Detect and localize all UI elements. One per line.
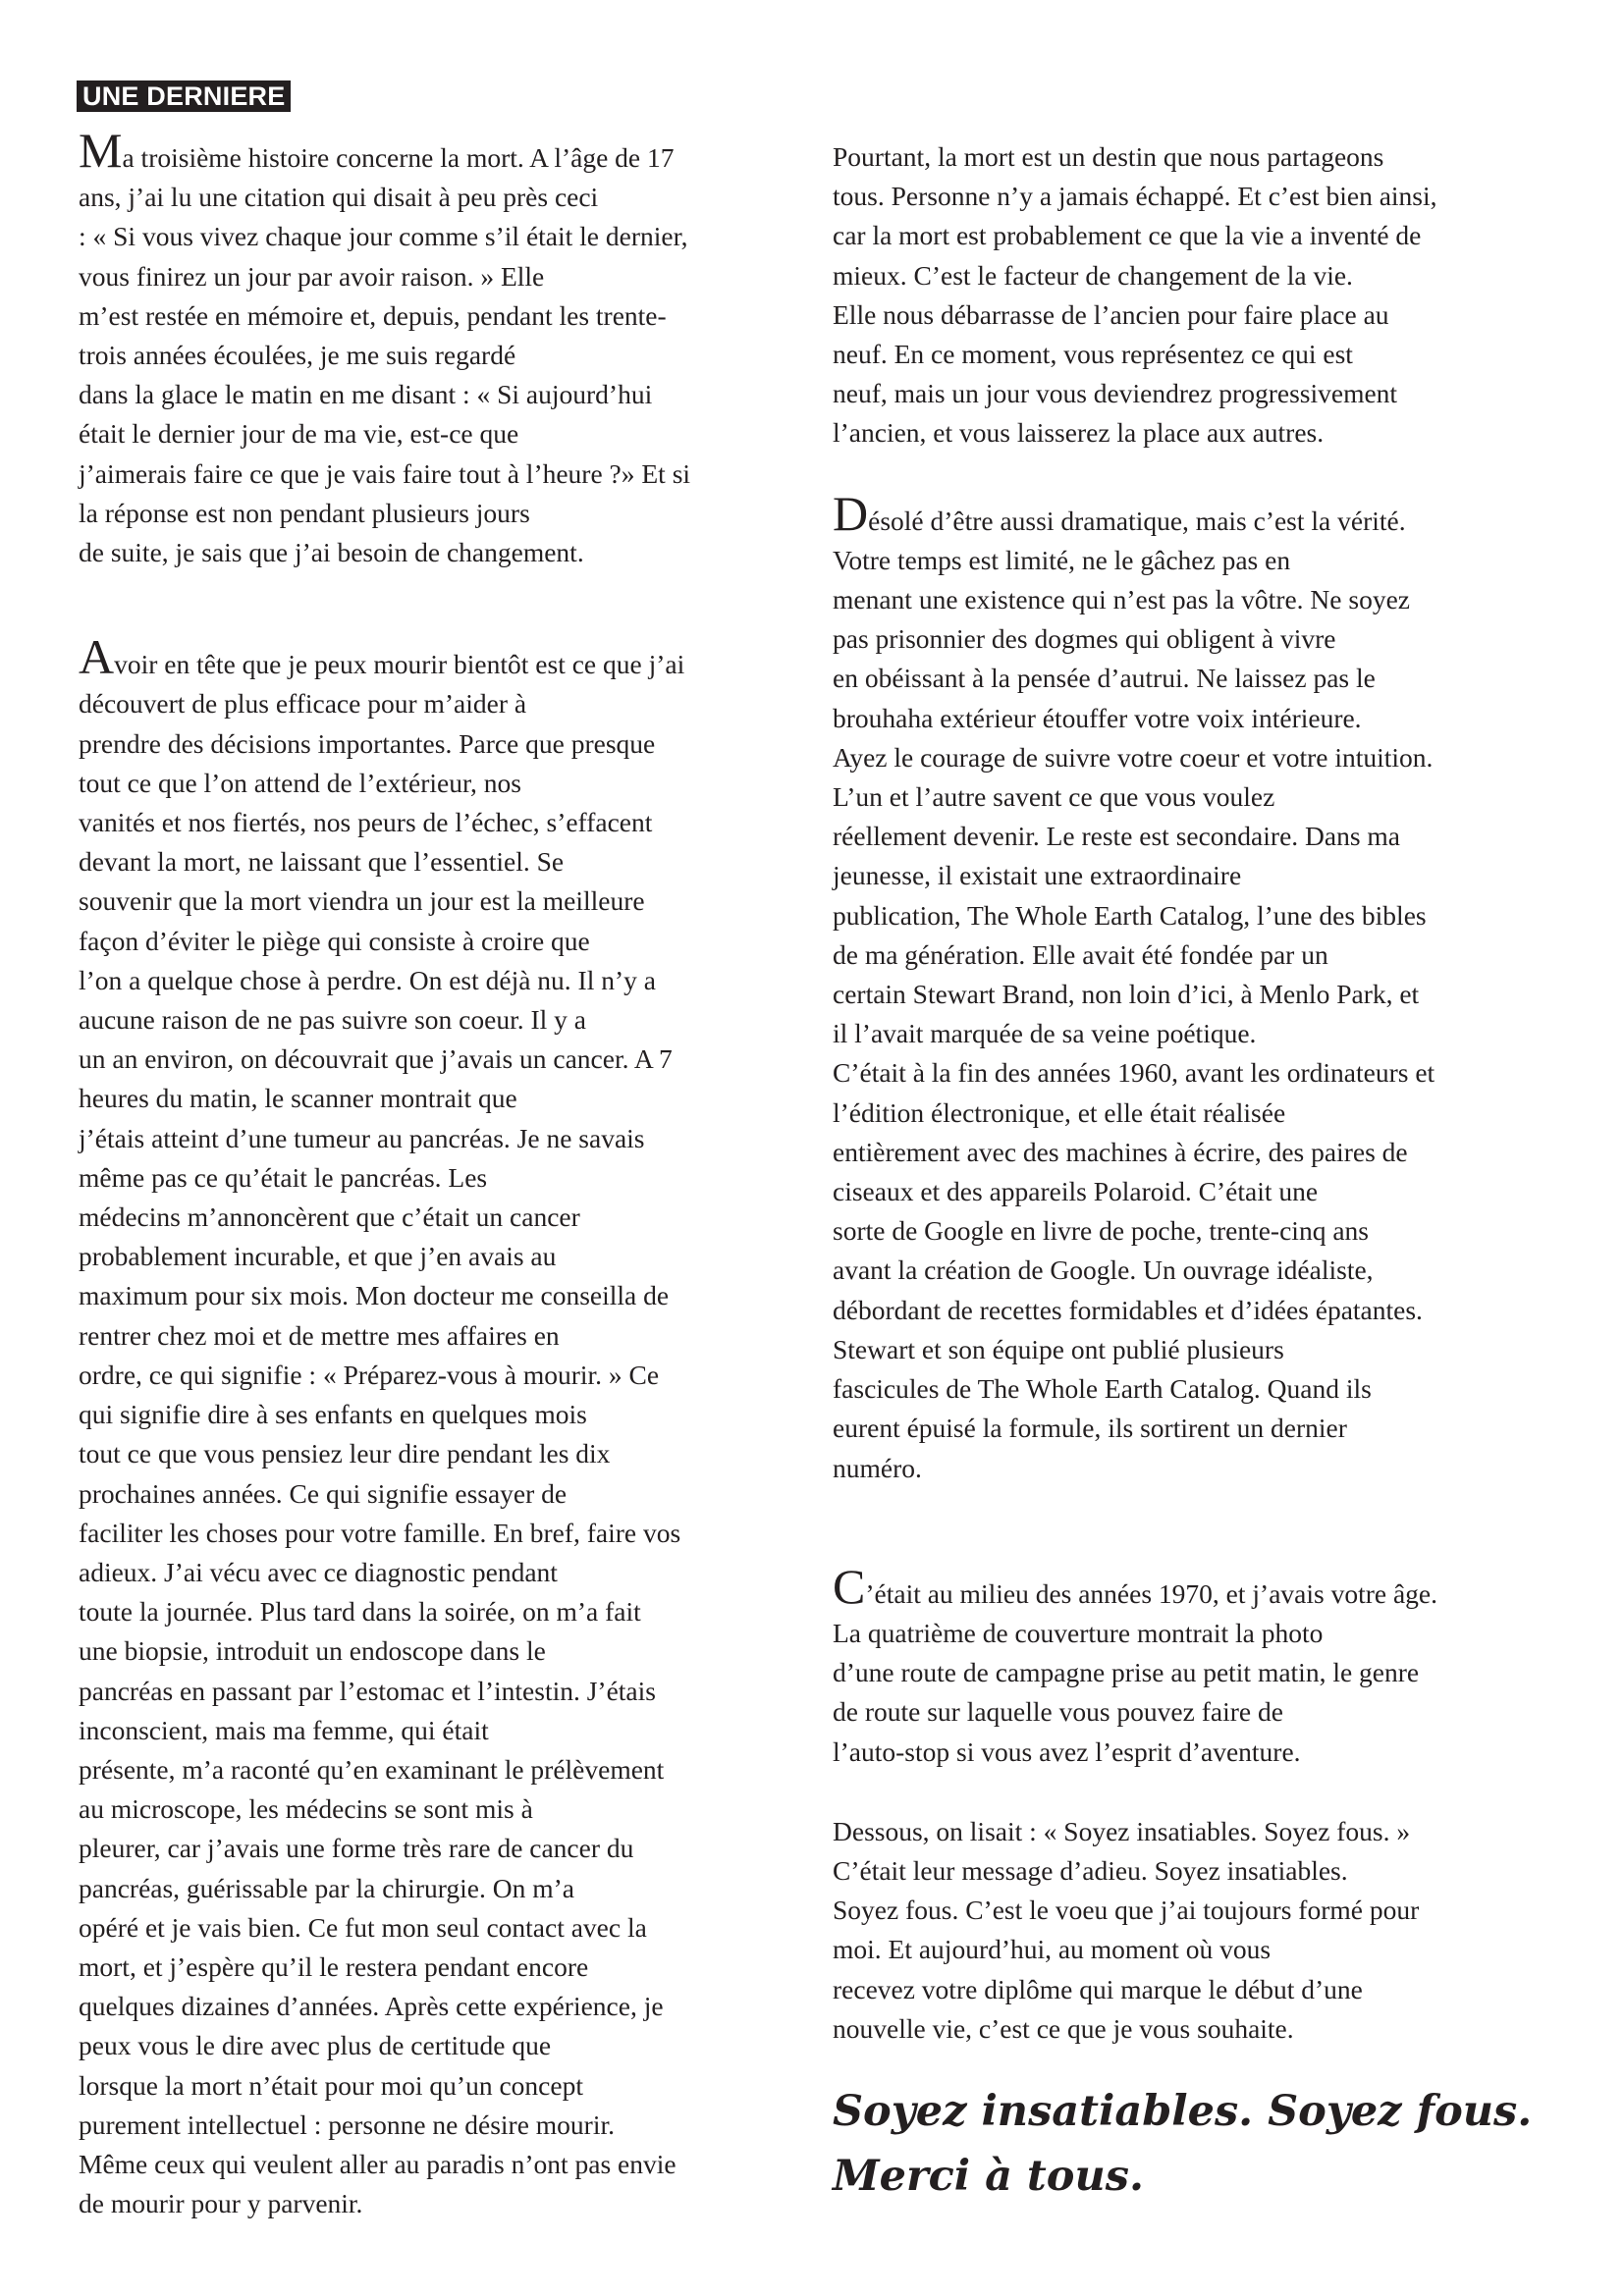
text-line bbox=[79, 684, 825, 723]
line-text: découvert de plus efficace pour m’aider à bbox=[79, 688, 527, 720]
line-text: car la mort est probablement ce que la vie a inventé de bbox=[833, 220, 1422, 251]
line-text: Votre temps est limité, ne le gâchez pas en bbox=[833, 544, 1291, 575]
text-line bbox=[79, 1119, 825, 1158]
paragraph bbox=[833, 1812, 1579, 2049]
text-line bbox=[833, 738, 1579, 777]
text-line bbox=[833, 1449, 1579, 1488]
line-text: en obéissant à la pensée d’autrui. Ne laissez pas le bbox=[833, 663, 1376, 694]
text-line bbox=[79, 1948, 825, 1987]
text-line bbox=[79, 2106, 825, 2145]
text-line bbox=[833, 777, 1579, 817]
line-text: Pourtant, la mort est un destin que nous partageons bbox=[833, 141, 1384, 172]
text-line bbox=[833, 935, 1579, 975]
paragraph-spacer bbox=[833, 1772, 1579, 1812]
line-text: réellement devenir. Le reste est secondaire. Dans ma bbox=[833, 821, 1401, 852]
paragraph bbox=[79, 123, 825, 572]
line-text: ’était au milieu des années 1970, et j’avais votre âge. bbox=[865, 1577, 1437, 1609]
line-text: au microscope, les médecins se sont mis à bbox=[79, 1793, 533, 1825]
text-line bbox=[79, 375, 825, 414]
closing-message bbox=[833, 2079, 1532, 2209]
line-text: pancréas, guérissable par la chirurgie. On m’a bbox=[79, 1872, 574, 1903]
text-line bbox=[833, 817, 1579, 856]
text-line bbox=[833, 856, 1579, 895]
text-line bbox=[79, 2145, 825, 2184]
text-line bbox=[79, 1158, 825, 1198]
line-text: quelques dizaines d’années. Après cette expérience, je bbox=[79, 1991, 664, 2022]
text-line bbox=[833, 1930, 1579, 1969]
line-text: probablement incurable, et que j’en avais au bbox=[79, 1241, 557, 1272]
line-text: mort, et j’espère qu’il le restera pendant encore bbox=[79, 1950, 589, 1982]
line-text: dans la glace le matin en me disant : « Si aujourd’hui bbox=[79, 379, 653, 410]
line-text: neuf. En ce moment, vous représentez ce qui est bbox=[833, 339, 1353, 370]
text-line bbox=[833, 1172, 1579, 1211]
line-text: heures du matin, le scanner montrait que bbox=[79, 1083, 517, 1114]
line-text: présente, m’a raconté qu’en examinant le prélèvement bbox=[79, 1753, 665, 1785]
line-text: souvenir que la mort viendra un jour est la meilleure bbox=[79, 885, 645, 917]
line-text: débordant de recettes formidables et d’idées épatantes. bbox=[833, 1294, 1423, 1325]
line-text: de route sur laquelle vous pouvez faire de bbox=[833, 1696, 1283, 1728]
text-line bbox=[79, 1553, 825, 1592]
paragraph bbox=[833, 485, 1579, 1488]
line-text: façon d’éviter le piège qui consiste à croire que bbox=[79, 925, 590, 956]
text-line bbox=[79, 1237, 825, 1276]
text-line bbox=[79, 1040, 825, 1079]
text-line bbox=[833, 1851, 1579, 1891]
text-line bbox=[833, 541, 1579, 580]
line-text: certain Stewart Brand, non loin d’ici, à Menlo Park, et bbox=[833, 979, 1420, 1010]
line-text: l’ancien, et vous laisserez la place aux autres. bbox=[833, 417, 1325, 449]
line-text: d’une route de campagne prise au petit matin, le genre bbox=[833, 1657, 1420, 1688]
line-text: Dessous, on lisait : « Soyez insatiables. Soyez fous. » bbox=[833, 1815, 1411, 1846]
line-text: fascicules de The Whole Earth Catalog. Quand ils bbox=[833, 1373, 1372, 1405]
text-line bbox=[79, 881, 825, 921]
drop-cap: C bbox=[833, 1558, 866, 1614]
drop-cap: D bbox=[833, 485, 869, 541]
line-text: la réponse est non pendant plusieurs jours bbox=[79, 497, 530, 528]
text-line bbox=[79, 1750, 825, 1789]
line-text: j’étais atteint d’une tumeur au pancréas. Je ne savais bbox=[79, 1122, 645, 1153]
line-text: pancréas en passant par l’estomac et l’intestin. J’étais bbox=[79, 1675, 656, 1706]
right-column bbox=[833, 137, 1579, 2049]
drop-cap: A bbox=[79, 629, 115, 685]
line-text: publication, The Whole Earth Catalog, l’une des bibles bbox=[833, 899, 1427, 931]
text-line bbox=[833, 256, 1579, 295]
line-text: ciseaux et des appareils Polaroid. C’était une bbox=[833, 1176, 1319, 1207]
line-text: peux vous le dire avec plus de certitude que bbox=[79, 2030, 552, 2061]
line-text: une biopsie, introduit un endoscope dans le bbox=[79, 1635, 546, 1667]
text-line bbox=[833, 295, 1579, 335]
text-line bbox=[833, 1614, 1579, 1653]
section-label: UNE DERNIERE bbox=[77, 80, 291, 112]
text-line bbox=[79, 336, 825, 375]
line-text: numéro. bbox=[833, 1452, 922, 1483]
paragraph bbox=[833, 137, 1579, 454]
paragraph-spacer bbox=[79, 572, 825, 637]
line-text: j’aimerais faire ce que je vais faire tout à l’heure ?» Et si bbox=[79, 457, 691, 489]
text-line bbox=[833, 485, 1579, 541]
text-line bbox=[79, 1316, 825, 1356]
text-line bbox=[79, 1869, 825, 1908]
line-text: ésolé d’être aussi dramatique, mais c’est la vérité. bbox=[868, 505, 1406, 536]
text-line bbox=[833, 1891, 1579, 1930]
line-text: l’édition électronique, et elle était réalisée bbox=[833, 1096, 1286, 1128]
text-line bbox=[833, 896, 1579, 935]
line-text: C’était à la fin des années 1960, avant les ordinateurs et bbox=[833, 1057, 1435, 1089]
line-text: même pas ce qu’était le pancréas. Les bbox=[79, 1161, 488, 1193]
line-text: menant une existence qui n’est pas la vôtre. Ne soyez bbox=[833, 584, 1410, 615]
line-text: ordre, ce qui signifie : « Préparez-vous à mourir. » Ce bbox=[79, 1359, 660, 1390]
text-line bbox=[79, 178, 825, 217]
text-line bbox=[833, 374, 1579, 413]
text-line bbox=[833, 1094, 1579, 1133]
text-line bbox=[833, 1251, 1579, 1290]
line-text: nouvelle vie, c’est ce que je vous souhaite. bbox=[833, 2012, 1294, 2044]
line-text: un an environ, on découvrait que j’avais un cancer. A 7 bbox=[79, 1043, 673, 1075]
closing-line: Soyez insatiables. Soyez fous. bbox=[833, 2087, 1533, 2136]
text-line bbox=[79, 1276, 825, 1315]
text-line bbox=[79, 454, 825, 494]
line-text: l’on a quelque chose à perdre. On est déjà nu. Il n’y a bbox=[79, 964, 656, 995]
text-line bbox=[833, 177, 1579, 216]
line-text: brouhaha extérieur étouffer votre voix intérieure. bbox=[833, 702, 1362, 733]
line-text: pleurer, car j’avais une forme très rare de cancer du bbox=[79, 1833, 634, 1864]
line-text: Même ceux qui veulent aller au paradis n’ont pas envie bbox=[79, 2148, 677, 2179]
text-line bbox=[79, 494, 825, 533]
line-text: aucune raison de ne pas suivre son coeur. Il y a bbox=[79, 1004, 586, 1036]
text-line bbox=[79, 961, 825, 1000]
text-line bbox=[79, 1356, 825, 1395]
text-line bbox=[79, 533, 825, 572]
text-line bbox=[833, 1369, 1579, 1409]
text-line bbox=[79, 922, 825, 961]
line-text: devant la mort, ne laissant que l’essentiel. Se bbox=[79, 846, 565, 878]
line-text: neuf, mais un jour vous deviendrez progressivement bbox=[833, 378, 1398, 409]
paragraph-spacer bbox=[833, 1488, 1579, 1567]
line-text: médecins m’annoncèrent que c’était un cancer bbox=[79, 1201, 580, 1233]
line-text: qui signifie dire à ses enfants en quelques mois bbox=[79, 1399, 587, 1430]
text-line bbox=[833, 413, 1579, 453]
text-line bbox=[833, 1692, 1579, 1732]
line-text: a troisième histoire concerne la mort. A l’âge de 17 bbox=[122, 142, 675, 173]
text-line bbox=[79, 842, 825, 881]
text-line bbox=[833, 137, 1579, 177]
text-line bbox=[833, 1133, 1579, 1172]
text-line bbox=[79, 1711, 825, 1750]
text-line bbox=[79, 1079, 825, 1118]
text-line bbox=[833, 2009, 1579, 2049]
line-text: de ma génération. Elle avait été fondée par un bbox=[833, 938, 1328, 970]
line-text: mieux. C’est le facteur de changement de la vie. bbox=[833, 259, 1353, 291]
line-text: L’un et l’autre savent ce que vous voulez bbox=[833, 781, 1275, 813]
left-column bbox=[79, 123, 825, 2223]
text-line bbox=[79, 1987, 825, 2026]
text-line bbox=[79, 724, 825, 764]
text-line bbox=[79, 1592, 825, 1631]
text-line bbox=[79, 1198, 825, 1237]
line-text: toute la journée. Plus tard dans la soirée, on m’a fait bbox=[79, 1596, 641, 1628]
text-line bbox=[79, 2184, 825, 2223]
line-text: il l’avait marquée de sa veine poétique. bbox=[833, 1018, 1257, 1049]
paragraph bbox=[833, 1558, 1579, 1772]
line-text: Ayez le courage de suivre votre coeur et votre intuition. bbox=[833, 741, 1434, 773]
closing-line: Merci à tous. bbox=[833, 2152, 1144, 2201]
text-line bbox=[79, 1395, 825, 1434]
line-text: recevez votre diplôme qui marque le début d’une bbox=[833, 1973, 1363, 2004]
text-line bbox=[79, 1672, 825, 1711]
text-line bbox=[79, 296, 825, 336]
line-text: : « Si vous vivez chaque jour comme s’il était le dernier, bbox=[79, 221, 688, 252]
line-text: de mourir pour y parvenir. bbox=[79, 2188, 363, 2219]
text-line bbox=[833, 1409, 1579, 1448]
text-line bbox=[79, 217, 825, 256]
paragraph-spacer bbox=[833, 454, 1579, 494]
text-line bbox=[79, 1474, 825, 1514]
text-line bbox=[79, 1631, 825, 1671]
line-text: inconscient, mais ma femme, qui était bbox=[79, 1714, 489, 1745]
text-line bbox=[833, 619, 1579, 659]
line-text: pas prisonnier des dogmes qui obligent à vivre bbox=[833, 623, 1336, 655]
text-line bbox=[79, 1434, 825, 1473]
text-line bbox=[79, 1000, 825, 1040]
line-text: ans, j’ai lu une citation qui disait à peu près ceci bbox=[79, 182, 599, 213]
text-line bbox=[833, 1053, 1579, 1093]
text-line bbox=[79, 1514, 825, 1553]
line-text: purement intellectuel : personne ne désire mourir. bbox=[79, 2109, 615, 2140]
text-line bbox=[833, 659, 1579, 698]
line-text: m’est restée en mémoire et, depuis, pendant les trente- bbox=[79, 299, 667, 331]
text-line bbox=[833, 1211, 1579, 1251]
line-text: lorsque la mort n’était pour moi qu’un concept bbox=[79, 2069, 583, 2101]
text-line bbox=[833, 1812, 1579, 1851]
text-line bbox=[833, 1330, 1579, 1369]
text-line bbox=[79, 414, 825, 454]
line-text: était le dernier jour de ma vie, est-ce que bbox=[79, 418, 519, 450]
text-line bbox=[833, 975, 1579, 1014]
line-text: l’auto-stop si vous avez l’esprit d’aventure. bbox=[833, 1735, 1301, 1767]
line-text: faciliter les choses pour votre famille. En bref, faire vos bbox=[79, 1517, 681, 1548]
text-line bbox=[833, 216, 1579, 255]
text-line bbox=[833, 1653, 1579, 1692]
line-text: tout ce que vous pensiez leur dire pendant les dix bbox=[79, 1438, 611, 1469]
line-text: voir en tête que je peux mourir bientôt est ce que j’ai bbox=[114, 649, 685, 680]
line-text: adieux. J’ai vécu avec ce diagnostic pendant bbox=[79, 1556, 558, 1587]
paragraph bbox=[79, 629, 825, 2223]
text-line bbox=[833, 1558, 1579, 1614]
text-line bbox=[79, 1829, 825, 1868]
text-line bbox=[79, 2066, 825, 2106]
line-text: opéré et je vais bien. Ce fut mon seul contact avec la bbox=[79, 1911, 647, 1943]
line-text: prendre des décisions importantes. Parce que presque bbox=[79, 727, 656, 759]
text-line bbox=[79, 2026, 825, 2065]
text-line bbox=[79, 1908, 825, 1948]
line-text: prochaines années. Ce qui signifie essayer de bbox=[79, 1477, 568, 1509]
line-text: Elle nous débarrasse de l’ancien pour faire place au bbox=[833, 298, 1389, 330]
text-line bbox=[79, 257, 825, 296]
line-text: La quatrième de couverture montrait la photo bbox=[833, 1617, 1324, 1648]
line-text: C’était leur message d’adieu. Soyez insatiables. bbox=[833, 1854, 1348, 1886]
line-text: vanités et nos fiertés, nos peurs de l’échec, s’effacent bbox=[79, 807, 653, 838]
line-text: moi. Et aujourd’hui, au moment où vous bbox=[833, 1934, 1272, 1965]
text-line bbox=[833, 1014, 1579, 1053]
text-line bbox=[833, 335, 1579, 374]
line-text: eurent épuisé la formule, ils sortirent un dernier bbox=[833, 1413, 1347, 1444]
text-line bbox=[79, 764, 825, 803]
text-line bbox=[79, 803, 825, 842]
line-text: jeunesse, il existait une extraordinaire bbox=[833, 860, 1242, 891]
text-line bbox=[833, 1970, 1579, 2009]
line-text: rentrer chez moi et de mettre mes affaires en bbox=[79, 1319, 560, 1351]
text-line bbox=[833, 1291, 1579, 1330]
line-text: entièrement avec des machines à écrire, des paires de bbox=[833, 1136, 1408, 1167]
line-text: tout ce que l’on attend de l’extérieur, nos bbox=[79, 767, 521, 798]
text-line bbox=[833, 1733, 1579, 1772]
line-text: maximum pour six mois. Mon docteur me conseilla de bbox=[79, 1280, 670, 1311]
line-text: Stewart et son équipe ont publié plusieurs bbox=[833, 1333, 1284, 1364]
text-line bbox=[79, 123, 825, 178]
text-line bbox=[79, 1789, 825, 1829]
text-line bbox=[833, 580, 1579, 619]
line-text: Soyez fous. C’est le voeu que j’ai toujours formé pour bbox=[833, 1895, 1420, 1926]
line-text: trois années écoulées, je me suis regardé bbox=[79, 340, 516, 371]
line-text: vous finirez un jour par avoir raison. » Elle bbox=[79, 260, 545, 292]
text-line bbox=[833, 699, 1579, 738]
line-text: sorte de Google en livre de poche, trente-cinq ans bbox=[833, 1215, 1369, 1247]
line-text: de suite, je sais que j’ai besoin de changement. bbox=[79, 537, 584, 568]
line-text: avant la création de Google. Un ouvrage idéaliste, bbox=[833, 1255, 1374, 1286]
line-text: tous. Personne n’y a jamais échappé. Et c’est bien ainsi, bbox=[833, 181, 1437, 212]
drop-cap: M bbox=[79, 123, 123, 178]
text-line bbox=[79, 629, 825, 685]
